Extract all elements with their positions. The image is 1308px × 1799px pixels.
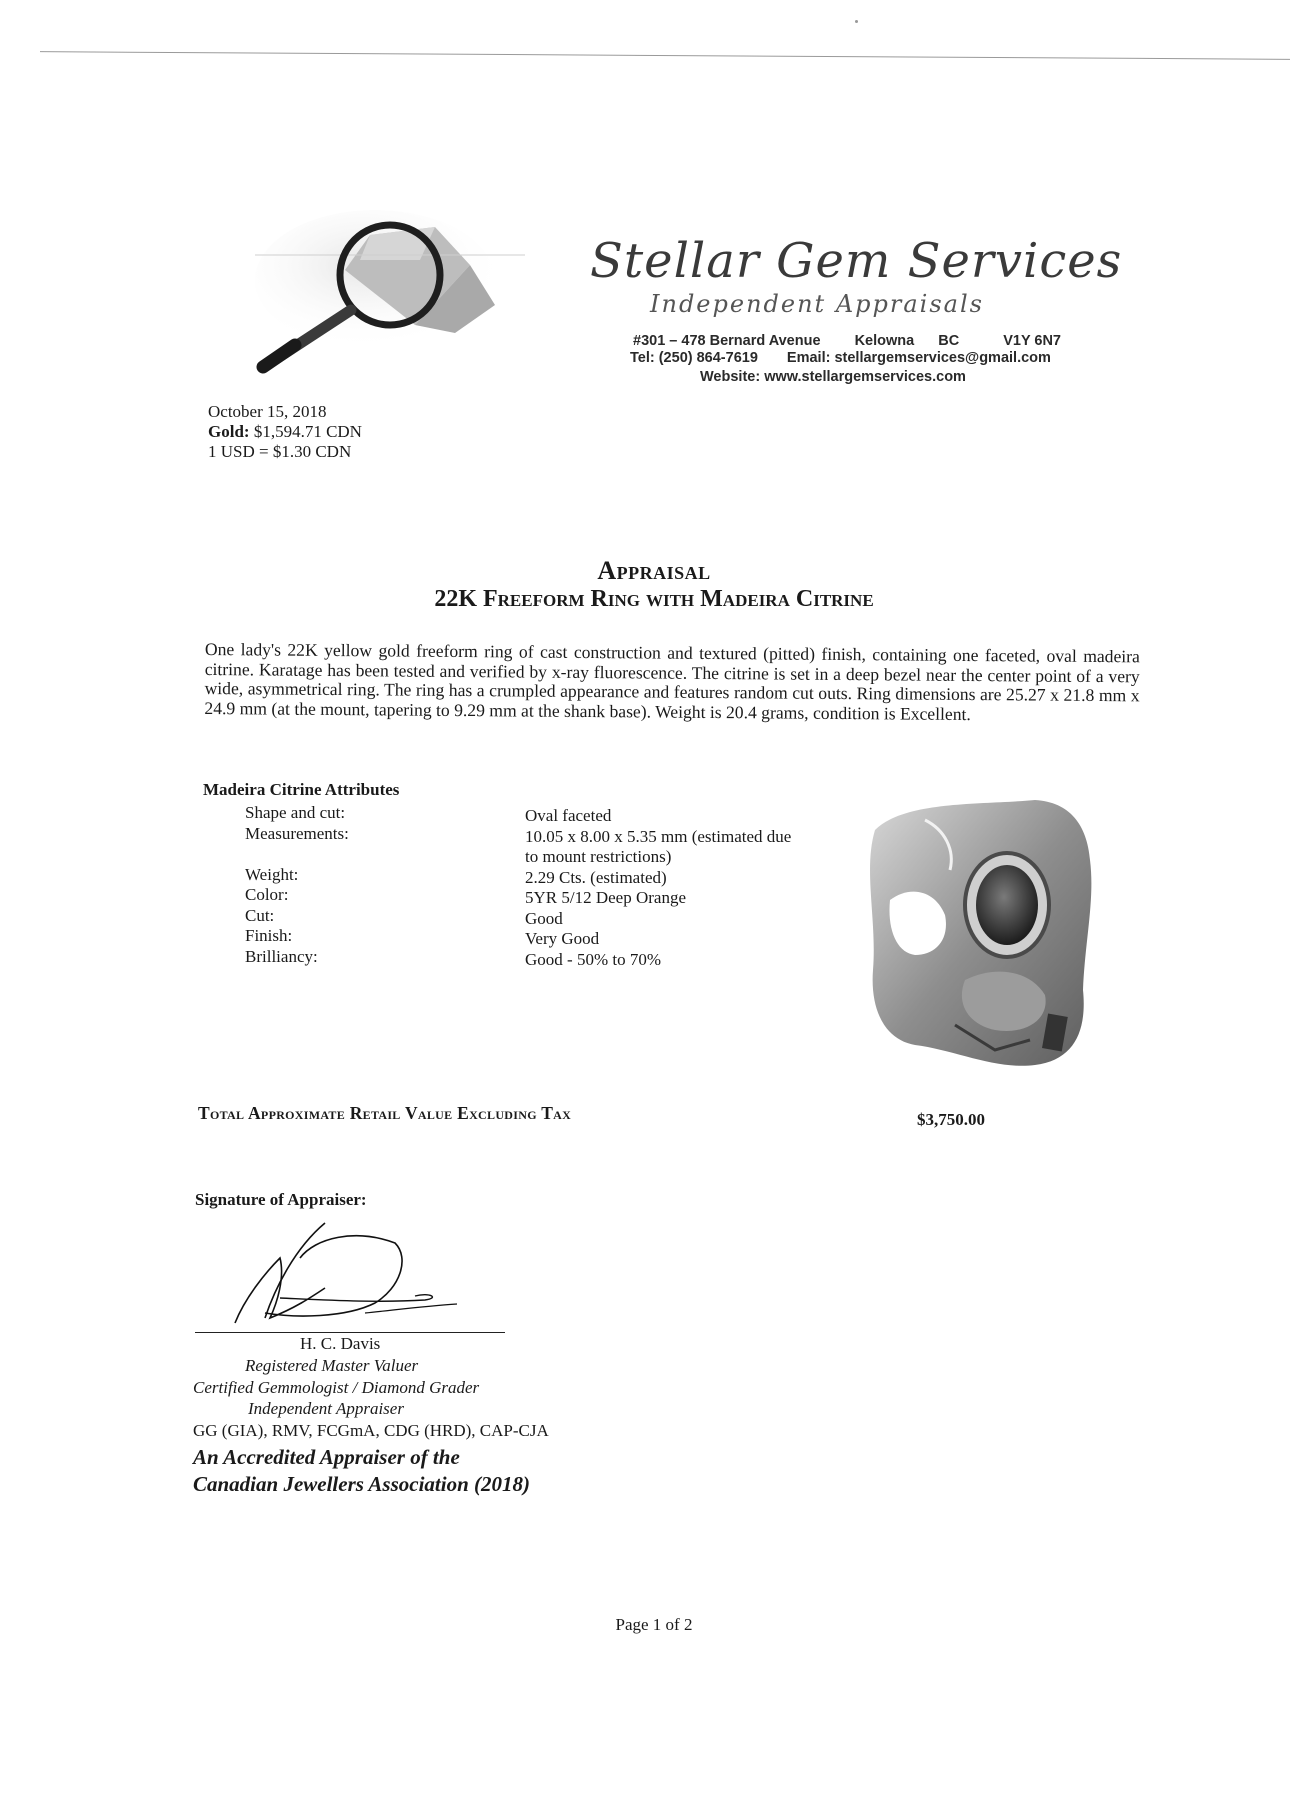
magnifier-gem-logo-icon <box>255 205 525 390</box>
attribute-value: Oval faceted <box>525 806 612 825</box>
appraiser-certification: Certified Gemmologist / Diamond Grader <box>193 1378 480 1397</box>
appraiser-title: Registered Master Valuer <box>245 1356 419 1375</box>
attribute-label <box>245 844 349 865</box>
header-info <box>208 402 362 462</box>
attribute-label: Finish: <box>245 926 293 945</box>
appraiser-name: H. C. Davis <box>300 1334 381 1353</box>
attribute-value: Good <box>525 908 563 928</box>
attribute-label: Color: <box>245 885 289 904</box>
province: BC <box>938 333 960 349</box>
gold-price: Gold: $1,594.71 CDN <box>208 422 362 441</box>
attributes-heading: Madeira Citrine Attributes <box>203 780 400 799</box>
postal-code: V1Y 6N7 <box>1003 333 1061 349</box>
total-value-label: Total Approximate Retail Value Excluding Tax <box>198 1103 572 1123</box>
scan-top-edge-line <box>40 51 1290 60</box>
company-name: Stellar Gem Services <box>590 233 1123 289</box>
signature-label: Signature of Appraiser: <box>195 1190 367 1209</box>
appraiser-role: Independent Appraiser <box>248 1399 404 1418</box>
item-title: 22K Freeform Ring with Madeira Citrine <box>434 586 874 612</box>
signature-line <box>195 1332 505 1333</box>
accreditation-line-2: Canadian Jewellers Association (2018) <box>193 1472 530 1496</box>
appraiser-credentials: GG (GIA), RMV, FCGmA, CDG (HRD), CAP-CJA <box>193 1421 549 1440</box>
accreditation-line-1: An Accredited Appraiser of the <box>193 1445 460 1469</box>
attribute-label: Measurements: <box>245 823 349 843</box>
street-address: #301 – 478 Bernard Avenue <box>633 333 821 349</box>
handwritten-signature-image <box>225 1218 460 1333</box>
attribute-value: 10.05 x 8.00 x 5.35 mm (estimated due <box>525 826 792 846</box>
phone: Tel: (250) 864-7619 <box>630 350 758 366</box>
city: Kelowna <box>854 333 915 349</box>
exchange-rate: 1 USD = $1.30 CDN <box>208 442 352 461</box>
page-number: Page 1 of 2 <box>615 1615 693 1634</box>
page-title: Appraisal <box>597 556 711 585</box>
total-value-amount: $3,750.00 <box>917 1110 985 1129</box>
email: Email: stellargemservices@gmail.com <box>786 350 1051 366</box>
attribute-value: to mount restrictions) <box>525 847 672 866</box>
attribute-label: Weight: <box>245 864 299 884</box>
company-tagline: Independent Appraisals <box>650 290 984 318</box>
attribute-value: Good - 50% to 70% <box>525 949 661 969</box>
attribute-label: Brilliancy: <box>245 946 318 966</box>
attribute-label: Cut: <box>245 905 275 925</box>
attribute-values <box>525 806 855 970</box>
contact-line <box>630 350 1051 366</box>
attribute-value: 5YR 5/12 Deep Orange <box>525 888 686 907</box>
document-date: October 15, 2018 <box>208 402 327 421</box>
attribute-value: 2.29 Cts. (estimated) <box>525 867 667 887</box>
attribute-labels <box>245 803 349 967</box>
attribute-value: Very Good <box>525 929 600 948</box>
scan-speck <box>855 20 858 23</box>
item-description: One lady's 22K yellow gold freeform ring of cast construction and textured (pitted) finish, containing one faceted, oval madeira citrine. Karatage has been tested and verified by x-ray fluorescence. The citrine is set in a deep bezel near the center point of a very wide, asymmetrical ring. The ring has a crumpled appearance and features random cut outs. Ring dimensions are 25.27 x 21.8 mm x 24.9 mm (at the mount, tapering to 9.29 mm at the shank base). Weight is 20.4 grams, condition is Excellent. <box>204 639 1140 724</box>
attribute-label: Shape and cut: <box>245 803 346 822</box>
address-line <box>633 333 1061 349</box>
ring-photo-image <box>855 790 1100 1075</box>
website: Website: www.stellargemservices.com <box>700 369 966 385</box>
